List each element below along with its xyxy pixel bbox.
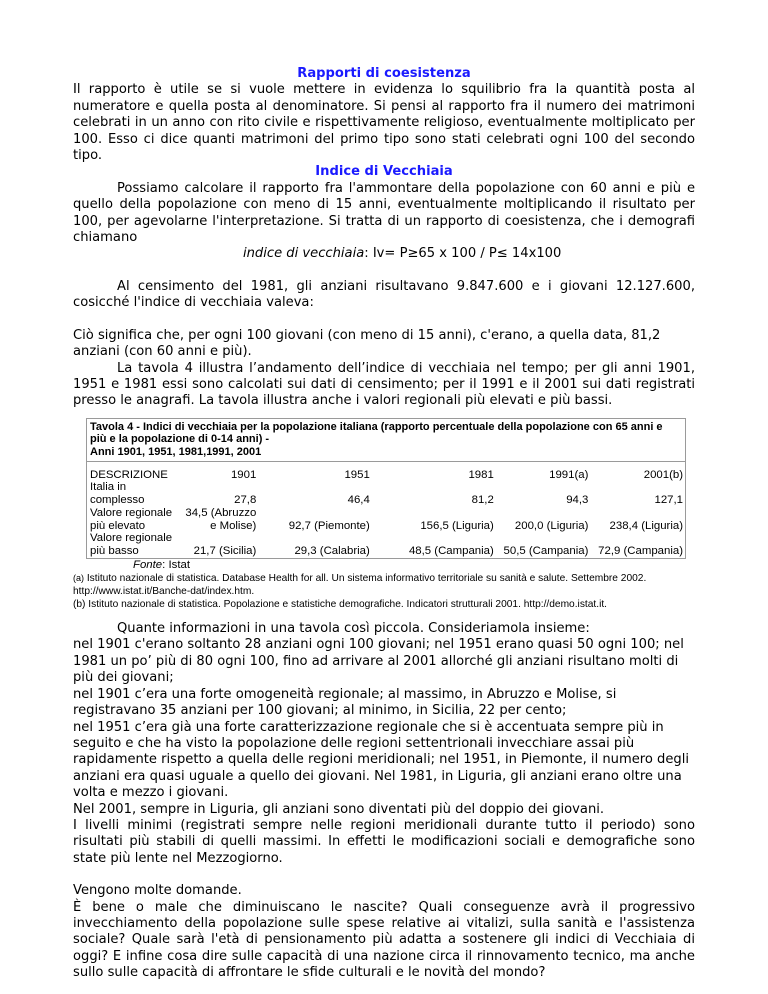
table-row: [87, 532, 685, 558]
formula-text: : Iv= P≥65 x 100 / P≤ 14x100: [364, 246, 562, 262]
table-note-b: (b) Istituto nazionale di statistica. Popolazione e statistiche demografiche. Indicatori strutturali 2001. http://demo.istat.it.: [73, 599, 607, 611]
note-a-mark: (a): [73, 573, 84, 584]
row-label: Valore regionale più elevato: [90, 506, 173, 532]
table-cell: 46,4: [347, 494, 370, 507]
paragraph-domande: Vengono molte domande.: [73, 883, 242, 899]
table-source: [73, 559, 695, 572]
paragraph-indice: Possiamo calcolare il rapporto fra l'ammontare della popolazione con 60 anni e più e quello della popolazione con meno di 15 anni, eventualmente moltiplicando il risultato per 100, per agevolarne l'interpretazione. Si tratta di un rapporto di coesistenza, che i demografi chiamano: [73, 180, 695, 246]
col-header: DESCRIZIONE: [90, 468, 168, 481]
table-note-a: [73, 572, 695, 598]
table-row: [87, 481, 685, 507]
heading-rapporti-coesistenza: Rapporti di coesistenza: [297, 66, 471, 81]
table-row: [87, 507, 685, 533]
paragraph-omogeneita: nel 1901 c’era una forte omogeneità regionale; al massimo, in Abruzzo e Molise, si registravano 35 anziani per 100 giovani; al minimo, in Sicilia, 22 per cento;: [73, 686, 617, 719]
heading-indice-vecchiaia: Indice di Vecchiaia: [315, 164, 453, 180]
table-title-line1: Tavola 4 - Indici di vecchiaia per la popolazione italiana (rapporto percentuale della popolazione con 65 anni e più e la popolazione di 0-14 anni) -: [90, 420, 663, 446]
table-cell: 72,9 (Campania): [598, 545, 683, 558]
paragraph-livelli-minimi: I livelli minimi (registrati sempre nelle regioni meridionali durante tutto il periodo) sono risultati più stabili di quelli massimi. In effetti le modificazioni sociali e demografiche sono state più lente nel Mezzogiorno.: [73, 817, 695, 866]
col-header: 1991(a): [549, 468, 589, 481]
note-a-text: Istituto nazionale di statistica. Database Health for all. Un sistema informativo territoriale su sanità e salute. Settembre 2002. http://www.istat.it/Banche-dat/index.htm.: [73, 573, 647, 598]
formula-line: [73, 246, 695, 262]
table-cell: 48,5 (Campania): [408, 545, 494, 558]
table-title: [87, 419, 685, 462]
table-cell: 50,5 (Campania): [503, 545, 589, 558]
table-cell: 94,3: [566, 494, 589, 507]
source-value: : Istat: [162, 559, 190, 572]
table-cell: 156,5 (Liguria): [420, 519, 494, 532]
table-header-row: [87, 462, 685, 482]
source-label: Fonte: [133, 559, 163, 572]
table-cell: 29,3 (Calabria): [294, 545, 370, 558]
paragraph-quante: Quante informazioni in una tavola così piccola. Consideriamola insieme:: [117, 621, 590, 637]
paragraph-2001: Nel 2001, sempre in Liguria, gli anziani sono diventati più del doppio dei giovani.: [73, 801, 605, 817]
paragraph-rapporti: Il rapporto è utile se si vuole mettere in evidenza lo squilibrio fra la quantità posta al numeratore e quella posta al denominatore. Si pensi al rapporto fra il numero dei matrimoni celebrati in un anno con rito civile e rispettivamente religioso, eventualmente moltiplicato per 100. Esso ci dice quanti matrimoni del primo tipo sono stati celebrati ogni 100 del secondo tipo.: [73, 82, 695, 164]
table-cell: 34,5 (Abruzzo e Molise): [185, 506, 257, 532]
formula-label: indice di vecchiaia: [243, 246, 365, 262]
row-label: Valore regionale più basso: [90, 532, 173, 558]
col-header: 1981: [468, 468, 494, 481]
paragraph-meaning: Ciò significa che, per ogni 100 giovani (con meno di 15 anni), c'erano, a quella data, 81,2 anziani (con 60 anni e più).: [73, 327, 661, 360]
table-grid: [87, 462, 685, 559]
paragraph-1901: nel 1901 c'erano soltanto 28 anziani ogni 100 giovani; nel 1951 erano quasi 50 ogni 100; nel 1981 un po’ più di 80 ogni 100, fino ad arrivare al 2001 allorché gli anziani risultano molti di più dei giovani;: [73, 637, 684, 686]
paragraph-tavola-intro: La tavola 4 illustra l’andamento dell’indice di vecchiaia nel tempo; per gli anni 1901, 1951 e 1981 essi sono calcolati sui dati di censimento; per il 1991 e il 2001 sui dati registrati presso le anagrafi. La tavola illustra anche i valori regionali più elevati e più bassi.: [73, 360, 695, 409]
table-cell: 21,7 (Sicilia): [193, 545, 257, 558]
table-cell: 81,2: [471, 494, 494, 507]
col-header: 1951: [344, 468, 370, 481]
col-header: 2001(b): [643, 468, 683, 481]
table-cell: 92,7 (Piemonte): [288, 519, 370, 532]
paragraph-1951: nel 1951 c’era già una forte caratterizzazione regionale che si è accentuata sempre più in seguito e che ha visto la popolazione delle regioni settentrionali invecchiare assai più rapidamente rispetto a quella delle regioni meridionali; nel 1951, in Piemonte, il numero degli anziani era quasi uguale a quello dei giovani. Nel 1981, in Liguria, gli anziani erano oltre una volta e mezzo i giovani.: [73, 719, 690, 801]
table-cell: 127,1: [654, 494, 683, 507]
table-cell: 200,0 (Liguria): [514, 519, 589, 532]
table-cell: 238,4 (Liguria): [609, 519, 683, 532]
paragraph-census: Al censimento del 1981, gli anziani risultavano 9.847.600 e i giovani 12.127.600, cosicché l'indice di vecchiaia valeva:: [73, 278, 695, 311]
col-header: 1901: [230, 468, 257, 481]
row-label: Italia in complesso: [90, 481, 145, 507]
table-cell: 27,8: [234, 494, 257, 507]
paragraph-questions: È bene o male che diminuiscano le nascite? Quali conseguenze avrà il progressivo invecchiamento della popolazione sulle spese relative ai vitalizi, sulla sanità e l'assistenza sociale? Quale sarà l'età di pensionamento più adatta a sostenere gli indici di Vecchiaia di oggi? E infine cosa dire sulle capacità di una nazione circa il rinnovamento tecnico, ma anche sullo sulle capacità di affrontare le sfide culturali e le novità del mondo?: [73, 899, 695, 981]
document-page: [73, 66, 695, 982]
table-4: [86, 418, 686, 559]
table-title-line2: Anni 1901, 1951, 1981,1991, 2001: [90, 445, 262, 458]
